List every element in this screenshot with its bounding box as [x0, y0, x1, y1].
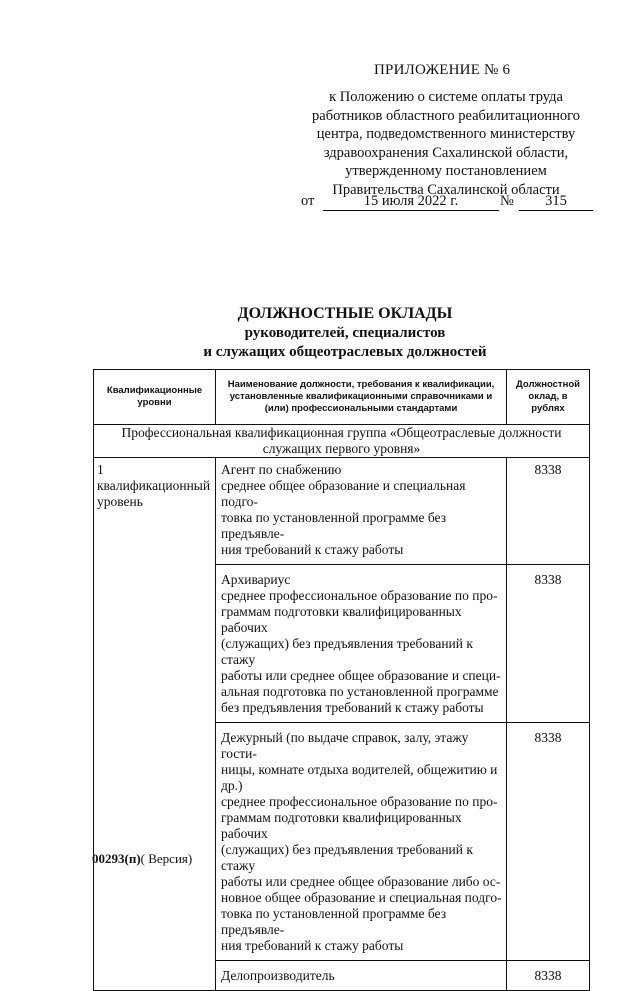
requirement-line: товка по установленной программе без предъявле-	[221, 510, 447, 541]
position-cell	[216, 723, 507, 961]
requirement-line: граммам подготовки квалифицированных рабочих	[221, 604, 462, 635]
header-line: Правительства Сахалинской области	[332, 181, 560, 198]
salary-value: 8338	[507, 458, 590, 565]
title-line-3: и служащих общеотраслевых должностей	[203, 344, 487, 360]
requirement-line: товка по установленной программе без предъявле-	[221, 906, 447, 937]
position-name: Архивариус	[221, 572, 291, 587]
appendix-title: ПРИЛОЖЕНИЕ № 6	[374, 62, 511, 78]
requirement-line: без предъявления требований к стажу работы	[221, 700, 484, 715]
position-cell	[216, 565, 507, 723]
document-title	[150, 304, 540, 362]
position-name: Делопроизводитель	[221, 968, 335, 983]
requirement-line: работы или среднее общее образование и специ-	[221, 668, 501, 683]
requirement-line: (служащих) без предъявления требований к стажу	[221, 842, 473, 873]
requirement-line: среднее профессиональное образование по про-	[221, 588, 498, 603]
requirement-line: др.)	[221, 778, 243, 793]
position-name: Агент по снабжению	[221, 462, 342, 477]
requirement-line: (служащих) без предъявления требований к стажу	[221, 636, 473, 667]
resolution-date-row	[301, 193, 593, 213]
requirement-line: работы или среднее общее образование либо ос-	[221, 874, 501, 889]
header-line: работников областного реабилитационного	[312, 107, 580, 124]
header-line: утвержденному постановлением	[345, 163, 547, 179]
group-title: Профессиональная квалификационная группа «Общеотраслевые должности служащих первого уровня»	[94, 425, 590, 458]
resolution-number: 315	[519, 193, 593, 211]
document-version: ( Версия)	[140, 851, 193, 866]
header-salary: Должностной оклад, в рублях	[507, 370, 590, 425]
document-code: 00293(п)	[92, 851, 141, 866]
requirement-line: новное общее образование и специальная подго-	[221, 890, 502, 905]
title-line-2: руководителей, специалистов	[244, 325, 446, 341]
header-line: к Положению о системе оплаты труда	[329, 89, 563, 105]
header-line: здравоохранения Сахалинской области,	[323, 144, 569, 161]
salary-table	[93, 369, 590, 991]
requirement-line: среднее профессиональное образование по про-	[221, 794, 498, 809]
salary-value: 8338	[507, 723, 590, 961]
resolution-date: 15 июля 2022 г.	[323, 193, 499, 211]
requirement-line: ницы, комнате отдыха водителей, общежитию и	[221, 762, 498, 777]
appendix-header-block	[298, 88, 594, 199]
table-header-row	[94, 370, 590, 425]
position-cell	[216, 458, 507, 565]
requirement-line: альная подготовка по установленной программе	[221, 684, 499, 699]
requirement-line: граммам подготовки квалифицированных рабочих	[221, 810, 462, 841]
requirement-line: среднее общее образование и специальная подго-	[221, 478, 466, 509]
date-from-label: от	[301, 193, 315, 209]
number-label: №	[500, 193, 514, 209]
header-qualification-levels: Квалификационные уровни	[94, 370, 216, 425]
position-cell	[216, 961, 507, 991]
salary-value: 8338	[507, 961, 590, 991]
document-footer	[92, 851, 192, 867]
group-row	[94, 425, 590, 458]
table-row	[94, 458, 590, 565]
header-position-requirements: Наименование должности, требования к квалификации, установленные квалификационными справочниками и (или) профессиональными стандартами	[216, 370, 507, 425]
requirement-line: ния требований к стажу работы	[221, 938, 404, 953]
salary-value: 8338	[507, 565, 590, 723]
requirement-line: ния требований к стажу работы	[221, 542, 404, 557]
position-name: Дежурный (по выдаче справок, залу, этажу гости-	[221, 730, 469, 761]
title-line-1: ДОЛЖНОСТНЫЕ ОКЛАДЫ	[237, 305, 453, 322]
header-line: центра, подведомственного министерству	[316, 126, 576, 142]
qualification-level: 1 квалификационный уровень	[94, 458, 216, 991]
